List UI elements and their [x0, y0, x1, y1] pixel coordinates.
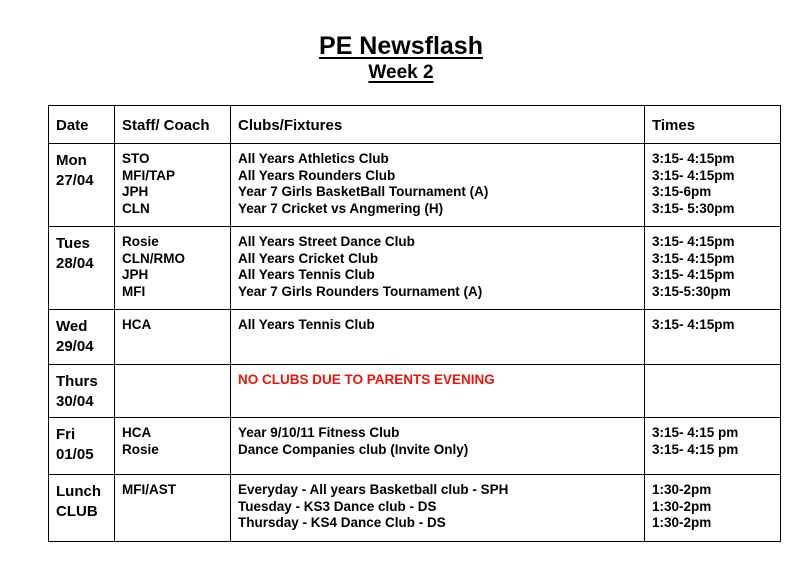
table-header-row: [49, 106, 781, 144]
times-cell: [645, 418, 781, 475]
table-row-tuesday: [49, 227, 781, 310]
times-cell: [645, 475, 781, 542]
club-entry: Thursday - KS4 Dance Club - DS: [238, 515, 446, 531]
clubs-cell: [231, 144, 645, 227]
day-label: Tues: [56, 235, 90, 252]
staff-cell: [115, 144, 231, 227]
time-entry: 1:30-2pm: [652, 498, 712, 514]
club-entry: All Years Street Dance Club: [238, 234, 415, 249]
time-entry: 1:30-2pm: [652, 515, 712, 531]
staff-cell: [115, 310, 231, 365]
club-entry: All Years Cricket Club: [238, 250, 379, 266]
staff-entry: MFI: [122, 284, 146, 300]
no-clubs-notice: NO CLUBS DUE TO PARENTS EVENING: [238, 372, 495, 387]
date-label: 27/04: [56, 172, 94, 189]
table-row-lunch-club: [49, 475, 781, 542]
column-header-clubs: Clubs/Fixtures: [231, 106, 645, 144]
club-entry: Everyday - All years Basketball club - SPH: [238, 482, 509, 497]
day-label: Mon: [56, 152, 87, 169]
time-entry: 3:15- 4:15 pm: [652, 425, 739, 440]
times-cell: [645, 310, 781, 365]
staff-entry: JPH: [122, 184, 149, 200]
column-header-staff: Staff/ Coach: [115, 106, 231, 144]
club-entry: All Years Rounders Club: [238, 167, 396, 183]
date-cell: [49, 365, 115, 418]
staff-entry: CLN/RMO: [122, 250, 185, 266]
time-entry: 3:15- 4:15pm: [652, 317, 735, 332]
times-cell: [645, 365, 781, 418]
time-entry: 3:15- 4:15pm: [652, 167, 735, 183]
club-entry: All Years Tennis Club: [238, 267, 375, 283]
times-cell: [645, 227, 781, 310]
column-header-times: Times: [645, 106, 781, 144]
time-entry: 3:15-5:30pm: [652, 284, 731, 300]
time-entry: 1:30-2pm: [652, 482, 712, 497]
staff-entry: Rosie: [122, 234, 159, 249]
day-label: Wed: [56, 318, 88, 335]
time-entry: 3:15- 4:15pm: [652, 250, 735, 266]
table-row-monday: [49, 144, 781, 227]
club-entry: Year 7 Girls BasketBall Tournament (A): [238, 184, 489, 200]
staff-cell: [115, 418, 231, 475]
staff-entry: MFI/AST: [122, 482, 176, 497]
day-label: Lunch: [56, 483, 101, 500]
table-row-thursday: [49, 365, 781, 418]
date-cell: [49, 475, 115, 542]
day-label: Thurs: [56, 373, 98, 390]
clubs-cell: [231, 365, 645, 418]
date-label: 29/04: [56, 338, 94, 355]
staff-cell: [115, 475, 231, 542]
staff-cell: [115, 227, 231, 310]
staff-entry: HCA: [122, 425, 152, 440]
staff-entry: CLN: [122, 201, 150, 217]
time-entry: 3:15- 4:15pm: [652, 234, 735, 249]
staff-entry: STO: [122, 151, 150, 166]
schedule-table: [48, 105, 781, 542]
club-entry: Year 7 Girls Rounders Tournament (A): [238, 284, 483, 300]
date-label: CLUB: [56, 503, 98, 520]
staff-entry: MFI/TAP: [122, 167, 175, 183]
club-entry: Year 7 Cricket vs Angmering (H): [238, 201, 444, 217]
date-label: 28/04: [56, 255, 94, 272]
times-cell: [645, 144, 781, 227]
staff-cell: [115, 365, 231, 418]
column-header-date: Date: [49, 106, 115, 144]
page-title: PE Newsflash: [319, 32, 483, 60]
date-cell: [49, 227, 115, 310]
clubs-cell: [231, 310, 645, 365]
staff-entry: Rosie: [122, 441, 159, 457]
date-label: 01/05: [56, 446, 94, 463]
club-entry: All Years Tennis Club: [238, 317, 375, 332]
club-entry: Tuesday - KS3 Dance club - DS: [238, 498, 437, 514]
clubs-cell: [231, 227, 645, 310]
staff-entry: HCA: [122, 317, 152, 332]
staff-entry: JPH: [122, 267, 149, 283]
clubs-cell: [231, 418, 645, 475]
day-label: Fri: [56, 426, 76, 443]
time-entry: 3:15- 4:15pm: [652, 151, 735, 166]
club-entry: Dance Companies club (Invite Only): [238, 441, 469, 457]
time-entry: 3:15-6pm: [652, 184, 712, 200]
time-entry: 3:15- 5:30pm: [652, 201, 735, 217]
time-entry: 3:15- 4:15 pm: [652, 441, 739, 457]
date-label: 30/04: [56, 393, 94, 410]
club-entry: Year 9/10/11 Fitness Club: [238, 425, 400, 440]
page-subtitle: Week 2: [368, 62, 434, 83]
date-cell: [49, 144, 115, 227]
date-cell: [49, 310, 115, 365]
date-cell: [49, 418, 115, 475]
time-entry: 3:15- 4:15pm: [652, 267, 735, 283]
club-entry: All Years Athletics Club: [238, 151, 389, 166]
clubs-cell: [231, 475, 645, 542]
table-row-wednesday: [49, 310, 781, 365]
table-row-friday: [49, 418, 781, 475]
